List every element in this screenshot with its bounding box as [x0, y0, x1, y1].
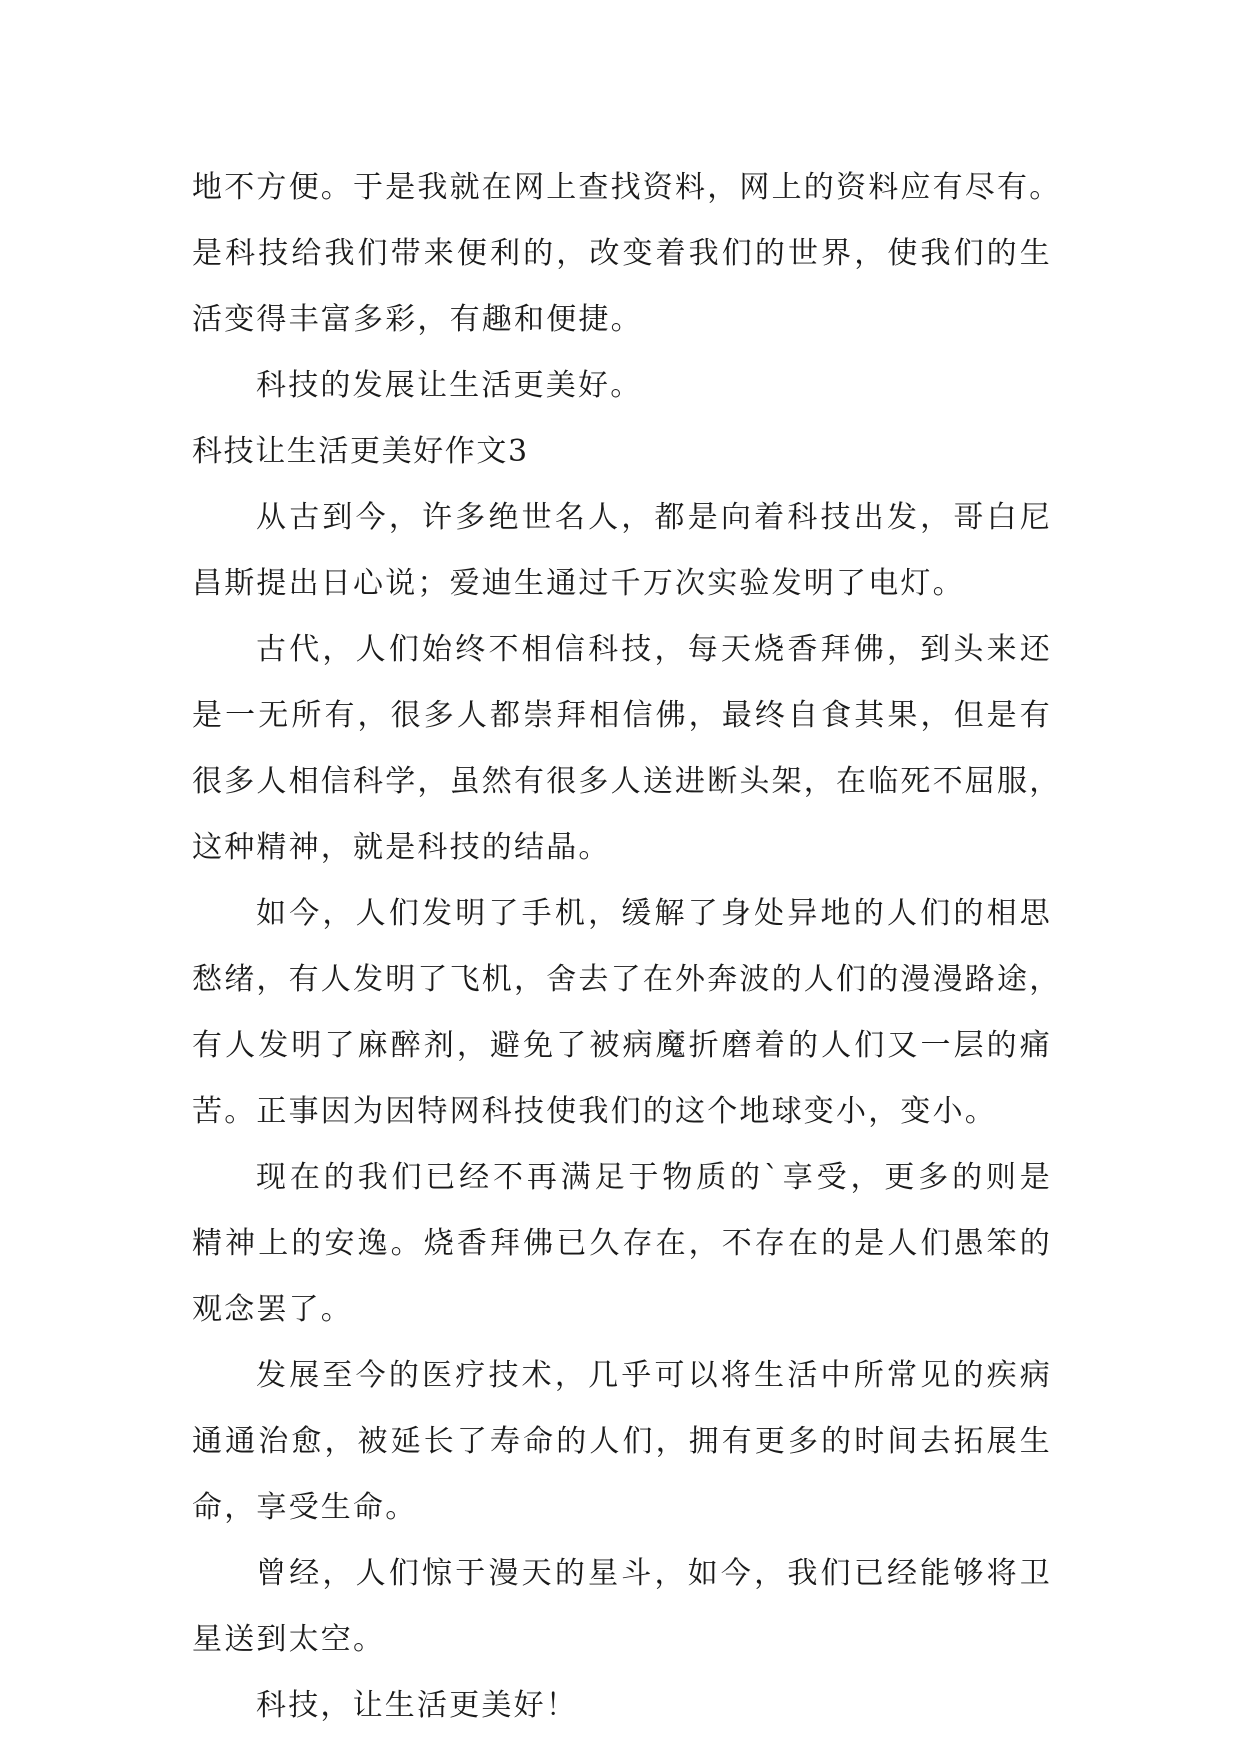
text-line: 有人发明了麻醉剂，避免了被病魔折磨着的人们又一层的痛 — [192, 1028, 1052, 1063]
text-line: 通通治愈，被延长了寿命的人们，拥有更多的时间去拓展生 — [192, 1424, 1052, 1459]
text-line: 曾经，人们惊于漫天的星斗，如今，我们已经能够将卫 — [256, 1556, 1052, 1591]
text-line: 地不方便。于是我就在网上查找资料，网上的资料应有尽有。 — [192, 170, 1062, 205]
text-line: 古代，人们始终不相信科技，每天烧香拜佛，到头来还 — [256, 632, 1052, 667]
text-line: 昌斯提出日心说；爱迪生通过千万次实验发明了电灯。 — [192, 566, 965, 601]
text-line: 星送到太空。 — [192, 1622, 386, 1657]
text-line: 现在的我们已经不再满足于物质的`享受，更多的则是 — [256, 1160, 1052, 1195]
document-body — [192, 155, 1062, 1739]
text-line: 精神上的安逸。烧香拜佛已久存在，不存在的是人们愚笨的 — [192, 1226, 1052, 1261]
text-line: 活变得丰富多彩，有趣和便捷。 — [192, 302, 643, 337]
text-line: 从古到今，许多绝世名人，都是向着科技出发，哥白尼 — [256, 500, 1052, 535]
text-line: 这种精神，就是科技的结晶。 — [192, 830, 611, 865]
text-line: 是科技给我们带来便利的，改变着我们的世界，使我们的生 — [192, 236, 1052, 271]
text-line: 观念罢了。 — [192, 1292, 353, 1327]
text-line: 是一无所有，很多人都崇拜相信佛，最终自食其果，但是有 — [192, 698, 1052, 733]
text-line: 如今，人们发明了手机，缓解了身处异地的人们的相思 — [256, 896, 1052, 931]
text-line: 命，享受生命。 — [192, 1490, 418, 1525]
text-line: 苦。正事因为因特网科技使我们的这个地球变小，变小。 — [192, 1094, 997, 1129]
text-line: 发展至今的医疗技术，几乎可以将生活中所常见的疾病 — [256, 1358, 1052, 1393]
text-line: 很多人相信科学，虽然有很多人送进断头架，在临死不屈服， — [192, 764, 1062, 799]
section-heading: 科技让生活更美好作文3 — [192, 434, 529, 469]
text-line: 科技的发展让生活更美好。 — [256, 368, 643, 403]
text-line: 愁绪，有人发明了飞机，舍去了在外奔波的人们的漫漫路途， — [192, 962, 1062, 997]
text-line: 科技，让生活更美好！ — [256, 1688, 578, 1723]
